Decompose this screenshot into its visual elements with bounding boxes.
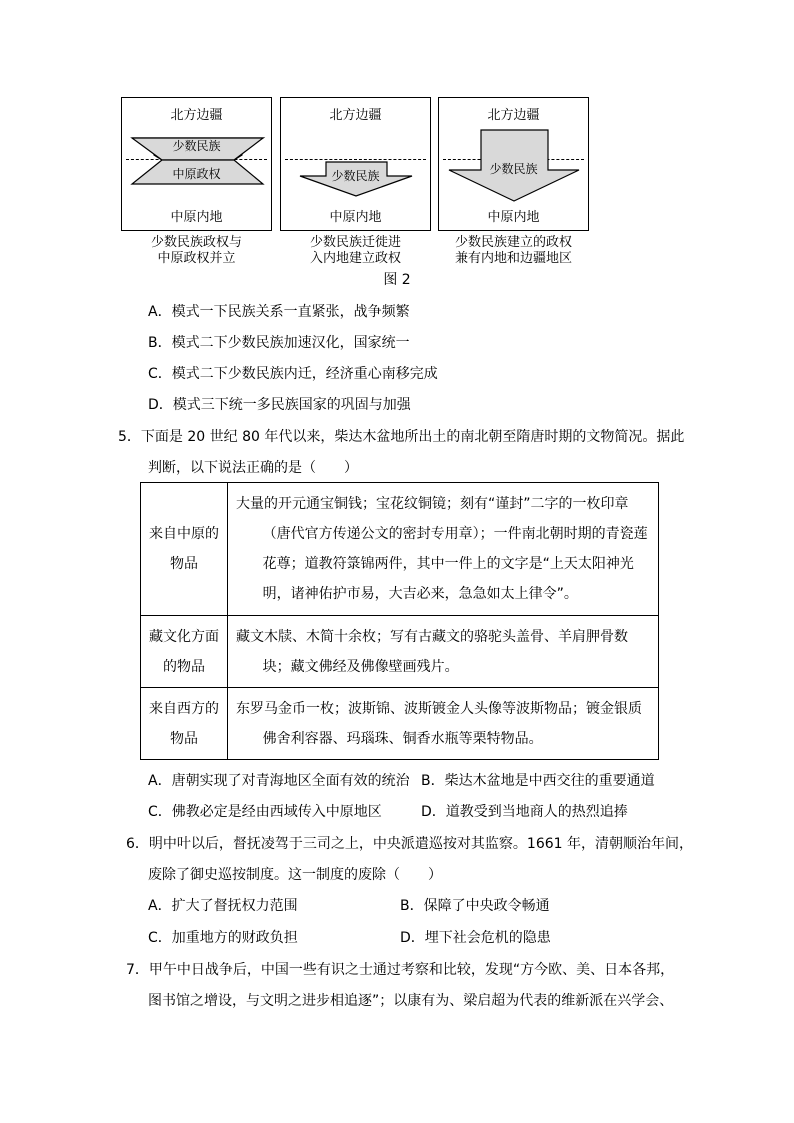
q4-option-a: A．模式一下民族关系一直紧张，战争频繁 <box>148 304 410 320</box>
row-header <box>141 688 228 760</box>
figure-caption-2 <box>280 235 431 267</box>
figure-panel-3 <box>438 97 589 231</box>
row-header-line: 物品 <box>170 730 198 747</box>
figure-title: 图 2 <box>383 272 411 288</box>
row-content <box>228 483 659 616</box>
q4-option-c: C．模式二下少数民族内迁，经济重心南移完成 <box>148 366 438 382</box>
row-header-line: 来自中原的 <box>149 526 219 542</box>
q6-stem-line-2: 废除了御史巡按制度。这一制度的废除（ ） <box>148 867 442 883</box>
row-header-line: 藏文化方面 <box>149 628 219 645</box>
q5-option-b: B．柴达木盆地是中西交往的重要通道 <box>421 773 655 789</box>
q6-stem-line-1: 6．明中叶以后，督抚凌驾于三司之上，中央派遣巡按对其监察。1661 年，清朝顺治年间， <box>126 836 693 852</box>
row-content <box>228 616 659 688</box>
panel-bottom-label: 中原内地 <box>487 210 540 225</box>
arrow-label-central: 中原政权 <box>172 167 221 181</box>
q7-stem-line-2: 图书馆之增设，与文明之进步相追逐”；以康有为、梁启超为代表的维新派在兴学会、 <box>148 993 674 1009</box>
figure-caption-3 <box>430 235 597 267</box>
row-content-text: 藏文木牍、木简十余枚；写有古藏文的骆驼头盖骨、羊肩胛骨数块；藏文佛经及佛像壁画残片。 <box>236 628 628 675</box>
table-row <box>141 688 659 760</box>
q5-stem-line-1: 5．下面是 20 世纪 80 年代以来，柴达木盆地所出土的南北朝至隋唐时期的文物简况。据此 <box>118 429 685 445</box>
artifact-table <box>140 482 659 760</box>
arrow-label-minority: 少数民族 <box>489 162 538 176</box>
row-content-text: 大量的开元通宝铜钱；宝花纹铜镜；刻有“谨封”二字的一枚印章（唐代官方传递公文的密封专用章）；一件南北朝时期的青瓷莲花尊；道教符箓锦两件，其中一件上的文字是“上天太阳神光明，诸神佑护市易，大吉必来，急急如太上律令”。 <box>236 496 648 602</box>
caption-line: 中原政权并立 <box>157 251 236 266</box>
arrow-label-minority: 少数民族 <box>172 139 221 153</box>
caption-line: 兼有内地和边疆地区 <box>454 251 572 266</box>
panel-bottom-label: 中原内地 <box>329 210 382 225</box>
table-row <box>141 616 659 688</box>
q6-option-b: B．保障了中央政令畅通 <box>400 898 550 914</box>
q6-option-a: A．扩大了督抚权力范围 <box>148 898 298 914</box>
q6-option-c: C．加重地方的财政负担 <box>148 930 298 946</box>
row-header-line: 来自西方的 <box>149 700 219 717</box>
figure-caption-1 <box>121 235 272 267</box>
q4-option-d: D．模式三下统一多民族国家的巩固与加强 <box>148 397 411 413</box>
figure-panel-2 <box>280 97 431 231</box>
table-row <box>141 483 659 616</box>
row-header-line: 的物品 <box>163 658 205 675</box>
q4-option-b: B．模式二下少数民族加速汉化，国家统一 <box>148 335 410 351</box>
row-header <box>141 483 228 616</box>
panel-top-label: 北方边疆 <box>329 108 382 123</box>
panel-bottom-label: 中原内地 <box>170 210 223 225</box>
q5-option-c: C．佛教必定是经由西域传入中原地区 <box>148 804 382 820</box>
figure-panel-1 <box>121 97 272 231</box>
caption-line: 少数民族迁徙进 <box>309 235 401 250</box>
caption-line: 入内地建立政权 <box>309 251 401 266</box>
q5-stem-line-2: 判断，以下说法正确的是（ ） <box>148 460 358 476</box>
caption-line: 少数民族建立的政权 <box>454 235 572 250</box>
caption-line: 少数民族政权与 <box>150 235 242 250</box>
q5-option-a: A．唐朝实现了对青海地区全面有效的统治 <box>148 773 410 789</box>
row-content <box>228 688 659 760</box>
q7-stem-line-1: 7．甲午中日战争后，中国一些有识之士通过考察和比较，发现“方今欧、美、日本各邦， <box>126 962 675 978</box>
row-content-text: 东罗马金币一枚；波斯锦、波斯镀金人头像等波斯物品；镀金银质佛舍利容器、玛瑙珠、铜香水瓶等栗特物品。 <box>236 700 642 747</box>
arrow-label-minority: 少数民族 <box>331 169 380 183</box>
row-header-line: 物品 <box>170 556 198 572</box>
q6-option-d: D．埋下社会危机的隐患 <box>400 930 551 946</box>
panel-top-label: 北方边疆 <box>170 108 223 123</box>
row-header <box>141 616 228 688</box>
q5-option-d: D．道教受到当地商人的热烈追捧 <box>421 804 628 820</box>
panel-top-label: 北方边疆 <box>487 108 540 123</box>
